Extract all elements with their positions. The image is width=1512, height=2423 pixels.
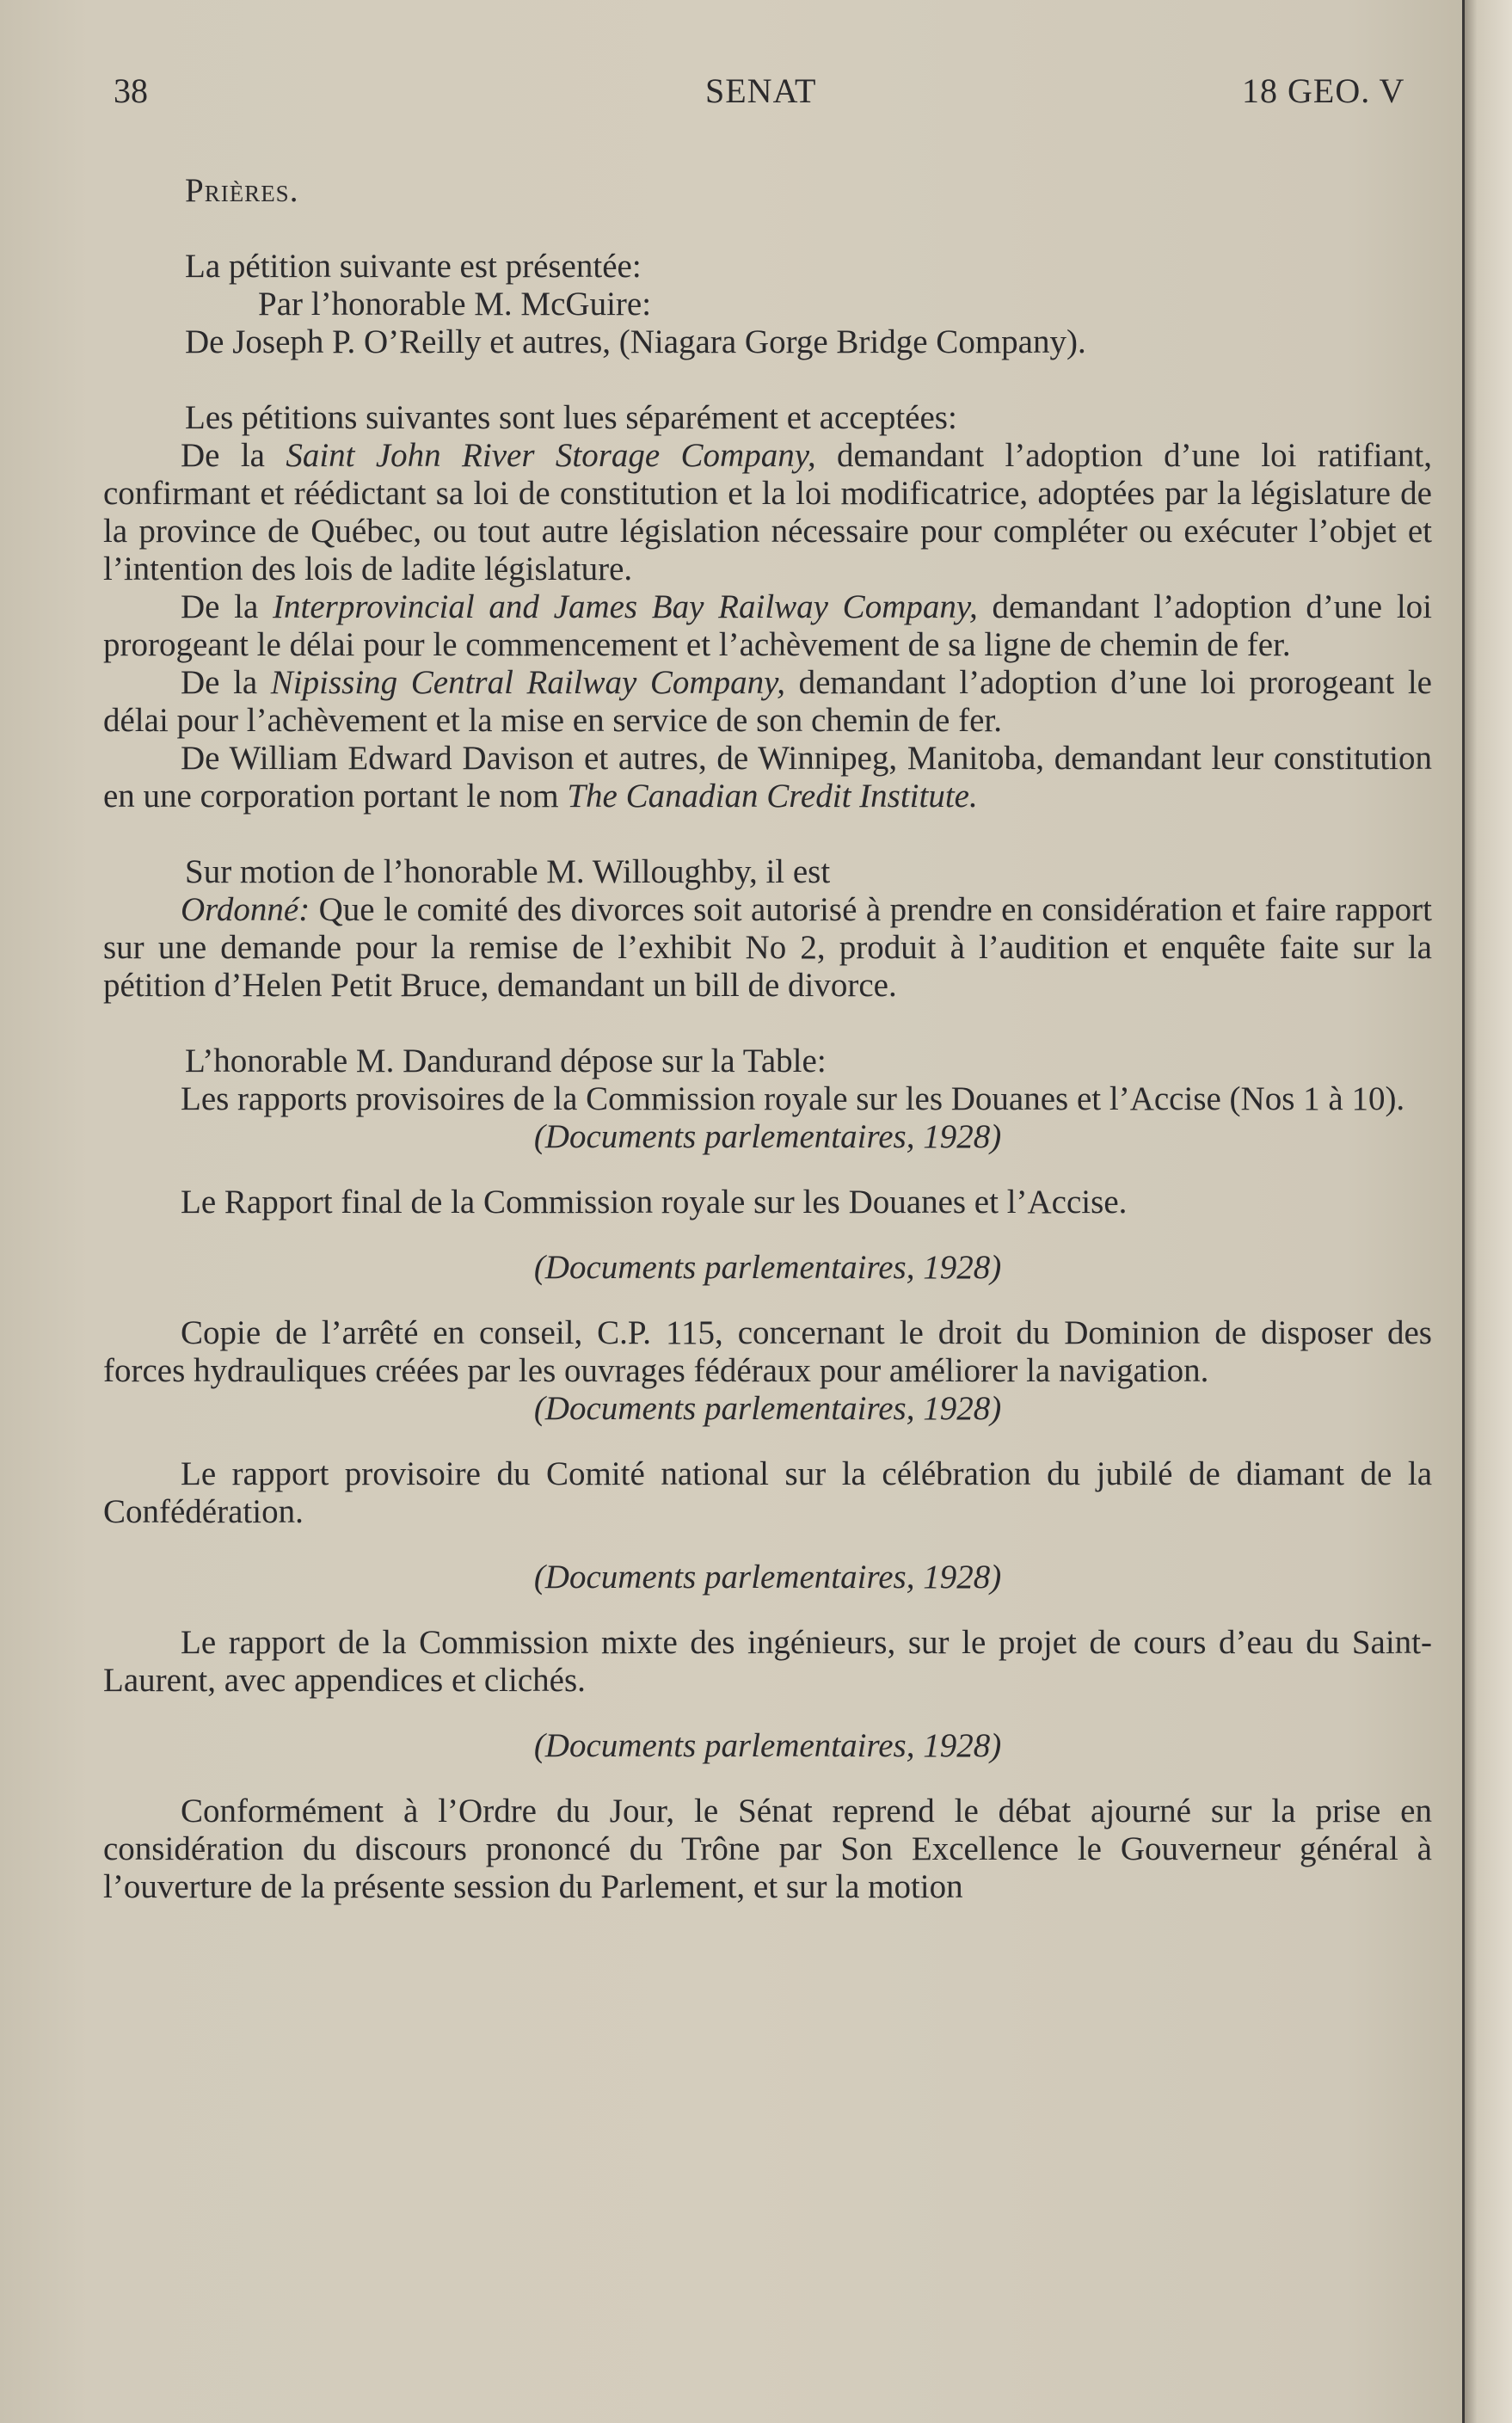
document-3-citation: (Documents parlementaires, 1928)	[533, 1390, 1002, 1427]
petition-davison	[103, 740, 1432, 815]
page-body	[103, 172, 1432, 1906]
document-3: Copie de l’arrêté en conseil, C.P. 115, concernant le droit du Dominion de disposer des forces hydrauliques créées par les ouvrages fédéraux pour améliorer la navigation.	[103, 1314, 1432, 1389]
document-4: Le rapport provisoire du Comité national sur la célébration du jubilé de diamant de la Confédération.	[103, 1455, 1432, 1530]
petition-text: demandant l’adoption d’une loi prorogeant le délai pour le commencement et l’achèvement de sa ligne de chemin de fer.	[103, 588, 1433, 663]
ordre-du-jour-paragraph: Conformément à l’Ordre du Jour, le Sénat reprend le débat ajourné sur la prise en considération du discours prononcé du Trône par Son Excellence le Gouverneur général à l’ouverture de la présente session du Parlement, et sur la motion	[103, 1793, 1432, 1905]
petition-presented-intro: La pétition suivante est présentée:	[185, 248, 642, 285]
petition-prefix: De la	[181, 588, 274, 625]
petition-presented-from: De Joseph P. O’Reilly et autres, (Niagara Gorge Bridge Company).	[185, 323, 1086, 360]
company-name: Saint John River Storage Company,	[286, 437, 816, 474]
document-4-citation: (Documents parlementaires, 1928)	[533, 1559, 1002, 1596]
petition-saint-john	[103, 437, 1432, 588]
dandurand-intro: L’honorable M. Dandurand dépose sur la Table:	[185, 1042, 827, 1079]
document-2: Le Rapport final de la Commission royale sur les Douanes et l’Accise.	[181, 1184, 1128, 1221]
petitions-read-intro: Les pétitions suivantes sont lues séparément et acceptées:	[185, 399, 957, 436]
company-name: The Canadian Credit Institute.	[567, 778, 978, 815]
document-1-citation: (Documents parlementaires, 1928)	[533, 1118, 1002, 1155]
petition-interprovincial	[103, 588, 1432, 664]
running-title: SENAT	[705, 71, 817, 110]
ordonne-paragraph	[103, 891, 1432, 1005]
petition-text: De William Edward Davison et autres, de Winnipeg, Manitoba, demandant leur constitution en une corporation portant le nom	[103, 740, 1432, 815]
page-header	[0, 71, 1462, 122]
document-5: Le rapport de la Commission mixte des ingénieurs, sur le projet de cours d’eau du Saint-Laurent, avec appendices et clichés.	[103, 1624, 1432, 1699]
motion-intro: Sur motion de l’honorable M. Willoughby, il est	[185, 853, 831, 890]
company-name: Interprovincial and James Bay Railway Company,	[273, 588, 978, 625]
company-name: Nipissing Central Railway Company,	[270, 664, 786, 701]
petition-nipissing	[103, 664, 1432, 740]
page-number: 38	[114, 71, 148, 110]
session-label: 18 GEO. V	[1242, 71, 1405, 110]
petition-prefix: De la	[181, 664, 271, 701]
petition-text: demandant l’adoption d’une loi prorogeant le délai pour l’achèvement et la mise en service de son chemin de fer.	[103, 664, 1432, 739]
petition-prefix: De la	[181, 437, 286, 474]
petition-presented-by: Par l’honorable M. McGuire:	[258, 286, 652, 323]
document-1: Les rapports provisoires de la Commission royale sur les Douanes et l’Accise (Nos 1 à 10).	[181, 1080, 1405, 1117]
ordonne-label: Ordonné:	[181, 891, 310, 928]
ordonne-text: Que le comité des divorces soit autorisé à prendre en considération et faire rapport sur une demande pour la remise de l’exhibit No 2, produit à l’audition et enquête faite sur la pétition d’Helen Petit Bruce, demandant un bill de divorce.	[103, 891, 1432, 1004]
petition-text: demandant l’adoption d’une loi ratifiant, confirmant et réédictant sa loi de constitution et la loi modificatrice, adoptées par la législature de la province de Québec, ou tout autre législation nécessaire pour compléter ou exécuter l’objet et l’intention des lois de ladite législature.	[103, 437, 1432, 587]
book-gutter	[1462, 0, 1512, 2423]
document-5-citation: (Documents parlementaires, 1928)	[533, 1727, 1002, 1764]
page-edge-line	[1462, 0, 1465, 2423]
document-2-citation: (Documents parlementaires, 1928)	[533, 1249, 1002, 1286]
section-heading-prieres: Prières.	[185, 172, 299, 209]
